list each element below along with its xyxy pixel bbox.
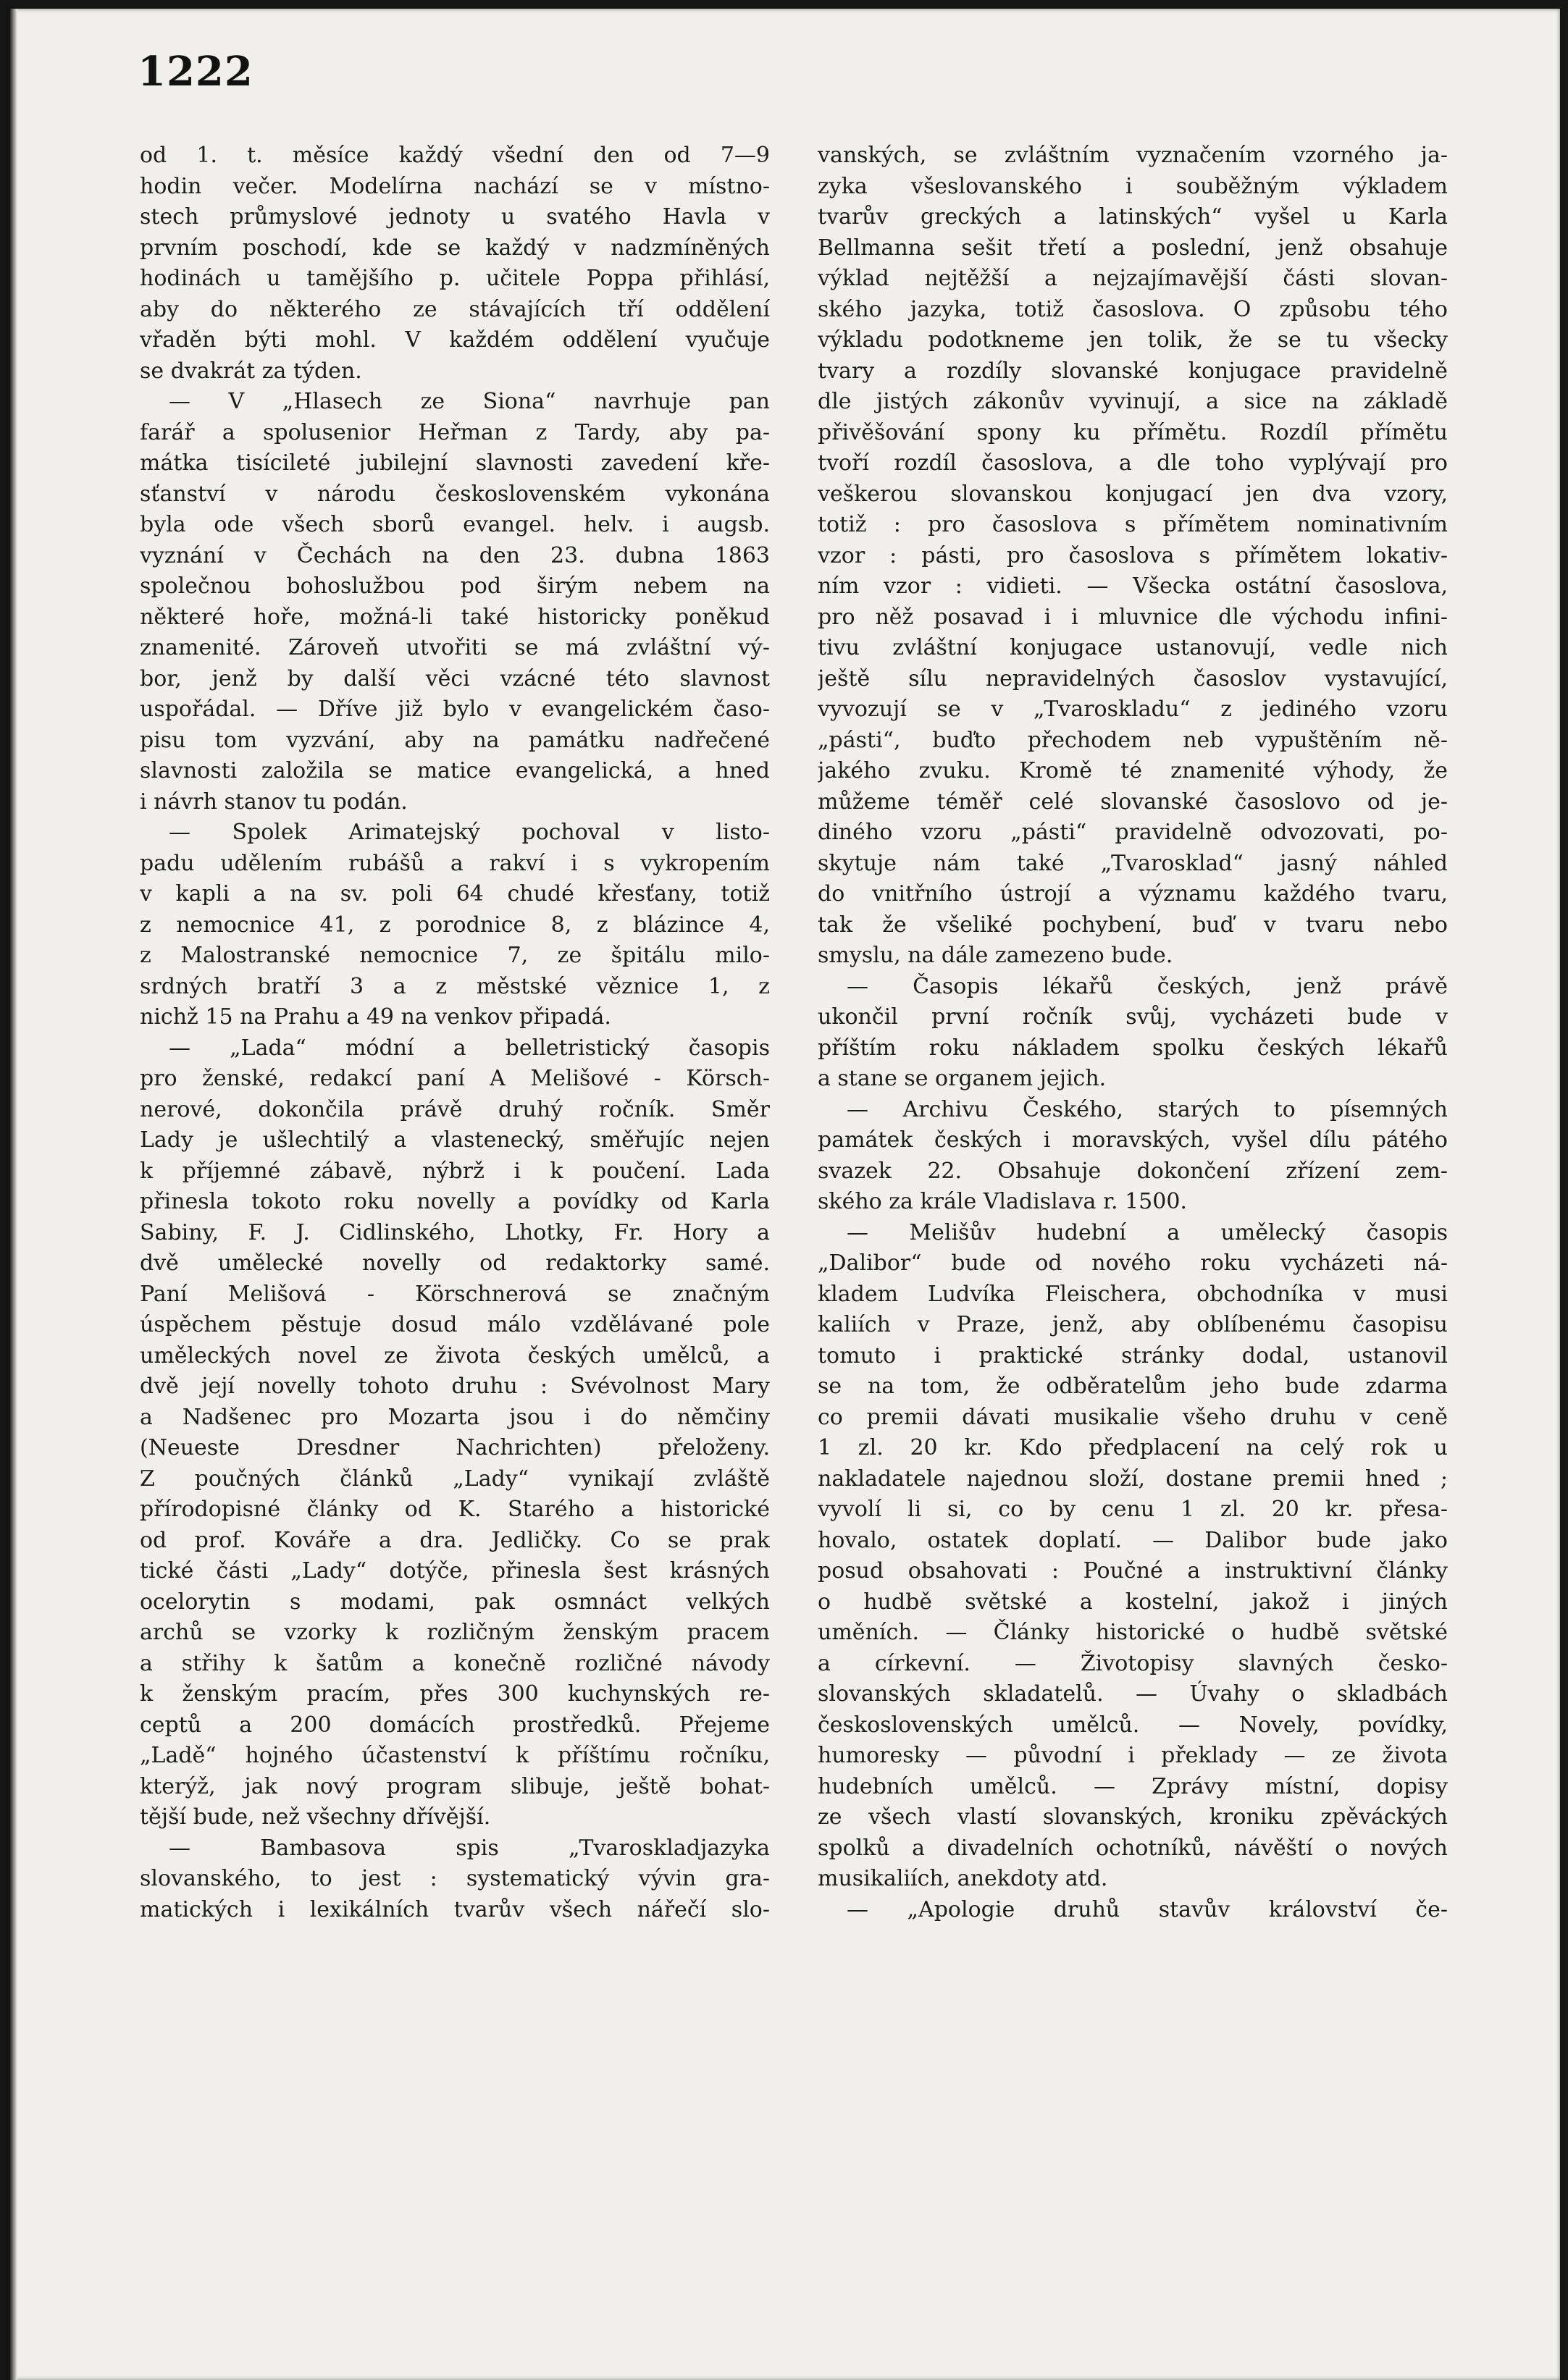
left-column-line: mátka tisícileté jubilejní slavnosti zavedení kře- xyxy=(140,450,770,476)
right-column-line: zyka všeslovanského i souběžným výkladem xyxy=(818,173,1448,199)
left-column-line: a střihy k šatům a konečně rozličné návody xyxy=(140,1650,770,1676)
right-column-line: a stane se organem jejich. xyxy=(818,1066,1107,1091)
left-column-line: k příjemné zábavě, nýbrž i k poučení. Lada xyxy=(140,1158,770,1184)
right-column-line: spolků a divadelních ochotníků, návěští o nových xyxy=(818,1835,1448,1861)
left-column-line: ceptů a 200 domácích prostředků. Přejeme xyxy=(140,1712,770,1738)
right-column-line: co premii dávati musikalie všeho druhu v ceně xyxy=(818,1404,1448,1430)
left-column-line: — Bambasova spis „Tvaroskladjazyka xyxy=(169,1835,770,1861)
left-column-line: pro ženské, redakcí paní A Melišové - Körsch- xyxy=(140,1066,770,1091)
right-text-column xyxy=(818,140,1448,1925)
left-column-line: — V „Hlasech ze Siona“ navrhuje pan xyxy=(169,389,770,414)
right-column-line: 1 zl. 20 kr. Kdo předplacení na celý rok u xyxy=(818,1435,1448,1460)
right-column-line: výkladu podotkneme jen tolik, že se tu všecky xyxy=(818,327,1448,353)
right-column-line: tivu zvláštní konjugace ustanovují, vedle nich xyxy=(818,635,1448,660)
left-column-line: vřaděn býti mohl. V každém oddělení vyučuje xyxy=(140,327,770,353)
right-column-line: slovanských skladatelů. — Úvahy o skladbách xyxy=(818,1681,1448,1707)
left-column-line: nerové, dokončila právě druhý ročník. Směr xyxy=(140,1096,770,1122)
right-column-line: tvary a rozdíly slovanské konjugace pravidelně xyxy=(818,358,1448,384)
right-column-line: do vnitřního ústrojí a významu každého tvaru, xyxy=(818,881,1448,907)
right-column-line: svazek 22. Obsahuje dokončení zřízení zem- xyxy=(818,1158,1448,1184)
right-column-line: Bellmanna sešit třetí a poslední, jenž obsahuje xyxy=(818,235,1448,261)
left-column-line: z nemocnice 41, z porodnice 8, z blázince 4, xyxy=(140,912,770,938)
left-column-line: byla ode všech sborů evangel. helv. i augsb. xyxy=(140,512,770,537)
left-column-line: (Neueste Dresdner Nachrichten) přeloženy. xyxy=(140,1435,770,1460)
right-column-line: ze všech vlastí slovanských, kroniku zpěváckých xyxy=(818,1804,1448,1830)
right-column-line: dle jistých zákonův vyvinují, a sice na základě xyxy=(818,389,1448,414)
right-column-line: pro něž posavad i i mluvnice dle východu infini- xyxy=(818,604,1448,630)
left-column-line: — „Lada“ módní a belletristický časopis xyxy=(169,1035,770,1061)
right-column-line: kladem Ludvíka Fleischera, obchodníka v musi xyxy=(818,1281,1448,1307)
right-column-line: československých umělců. — Novely, povídky, xyxy=(818,1712,1448,1738)
right-column-line: se na tom, že odběratelům jeho bude zdarma xyxy=(818,1374,1448,1399)
left-column-line: tické části „Lady“ dotýče, přinesla šest krásných xyxy=(140,1558,770,1584)
left-column-line: dvě její novelly tohoto druhu : Svévolnost Mary xyxy=(140,1374,770,1399)
left-column-line: hodin večer. Modelírna nachází se v místno- xyxy=(140,173,770,199)
left-column-line: od prof. Kováře a dra. Jedličky. Co se prak xyxy=(140,1527,770,1553)
right-column-line: — Archivu Českého, starých to písemných xyxy=(847,1096,1448,1122)
left-column-line: kterýž, jak nový program slibuje, ještě bohat- xyxy=(140,1773,770,1799)
left-column-line: „Ladě“ hojného účastenství k příštímu ročníku, xyxy=(140,1743,770,1768)
right-column-line: vanských, se zvláštním vyznačením vzorného ja- xyxy=(818,143,1448,168)
right-column-line: ukončil první ročník svůj, vycházeti bude v xyxy=(818,1004,1448,1030)
right-column-line: tak že všeliké pochybení, buď v tvaru nebo xyxy=(818,912,1448,938)
left-column-line: prvním poschodí, kde se každý v nadzmíněných xyxy=(140,235,770,261)
left-column-line: matických i lexikálních tvarův všech nářečí slo- xyxy=(140,1896,770,1922)
left-column-line: hodinách u tamějšího p. učitele Poppa přihlásí, xyxy=(140,266,770,291)
right-column-line: o hudbě světské a kostelní, jakož i jiných xyxy=(818,1589,1448,1615)
right-column-line: hovalo, ostatek doplatí. — Dalibor bude jako xyxy=(818,1527,1448,1553)
left-column-line: a Nadšenec pro Mozarta jsou i do němčiny xyxy=(140,1404,770,1430)
right-column-line: vzor : pásti, pro časoslova s přímětem lokativ- xyxy=(818,542,1448,568)
right-column-line: nakladatele najednou složí, dostane premii hned ; xyxy=(818,1466,1448,1492)
left-column-line: ocelorytin s modami, pak osmnáct velkých xyxy=(140,1589,770,1615)
left-column-line: Paní Melišová - Körschnerová se značným xyxy=(140,1281,770,1307)
right-column-line: humoresky — původní i překlady — ze života xyxy=(818,1743,1448,1768)
right-column-line: příštím roku nákladem spolku českých lékařů xyxy=(818,1035,1448,1061)
scan-edge xyxy=(10,9,17,2380)
right-column-line: výklad nejtěžší a nejzajímavější části slovan- xyxy=(818,266,1448,291)
left-column-line: některé hoře, možná-li také historicky poněkud xyxy=(140,604,770,630)
left-column-line: archů se vzorky k rozličným ženským pracem xyxy=(140,1620,770,1645)
right-column-line: posud obsahovati : Poučné a instruktivní články xyxy=(818,1558,1448,1584)
right-column-line: ním vzor : vidieti. — Všecka ostátní časoslova, xyxy=(818,573,1448,599)
right-column-line: smyslu, na dále zamezeno bude. xyxy=(818,943,1173,968)
left-column-line: Z poučných článků „Lady“ vynikají zvláště xyxy=(140,1466,770,1492)
left-column-line: z Malostranské nemocnice 7, ze špitálu milo- xyxy=(140,943,770,968)
right-column-line: totiž : pro časoslova s přímětem nominativním xyxy=(818,512,1448,537)
right-column-line: tvarův greckých a latinských“ vyšel u Karla xyxy=(818,204,1448,230)
right-column-line: a církevní. — Životopisy slavných česko- xyxy=(818,1650,1448,1676)
left-column-line: pisu tom vyzvání, aby na památku nadřečené xyxy=(140,727,770,753)
left-column-line: se dvakrát za týden. xyxy=(140,358,362,384)
right-column-line: přivěšování spony ku přímětu. Rozdíl přímětu xyxy=(818,419,1448,445)
right-column-line: veškerou slovanskou konjugací jen dva vzory, xyxy=(818,481,1448,507)
page-number: 1222 xyxy=(138,48,253,96)
left-column-line: stech průmyslové jednoty u svatého Havla v xyxy=(140,204,770,230)
left-column-line: bor, jenž by další věci vzácné této slavnost xyxy=(140,665,770,691)
left-column-line: přinesla tokoto roku novelly a povídky od Karla xyxy=(140,1189,770,1214)
left-column-line: i návrh stanov tu podán. xyxy=(140,789,408,815)
left-column-line: znamenité. Zároveň utvořiti se má zvláštní vý- xyxy=(140,635,770,660)
right-column-line: ského jazyka, totiž časoslova. O způsobu tého xyxy=(818,296,1448,322)
left-column-line: slavnosti založila se matice evangelická, a hned xyxy=(140,758,770,783)
right-column-line: hudebních umělců. — Zprávy místní, dopisy xyxy=(818,1773,1448,1799)
left-column-line: přírodopisné články od K. Starého a historické xyxy=(140,1497,770,1522)
right-column-line: musikaliích, anekdoty atd. xyxy=(818,1866,1108,1891)
right-column-line: vyvozují se v „Tvaroskladu“ z jediného vzoru xyxy=(818,697,1448,722)
left-column-line: Sabiny, F. J. Cidlinského, Lhotky, Fr. Hory a xyxy=(140,1219,770,1245)
left-column-line: úspěchem pěstuje dosud málo vzdělávané pole xyxy=(140,1312,770,1337)
left-column-line: uspořádal. — Dříve již bylo v evangelickém časo- xyxy=(140,697,770,722)
left-column-line: slovanského, to jest : systematický vývin gra- xyxy=(140,1866,770,1891)
left-column-line: sťanství v národu československém vykonána xyxy=(140,481,770,507)
right-column-line: uměních. — Články historické o hudbě světské xyxy=(818,1620,1448,1645)
right-column-line: „pásti“, buďto přechodem neb vypuštěním ně- xyxy=(818,727,1448,753)
right-column-line: tvoří rozdíl časoslova, a dle toho vyplývají pro xyxy=(818,450,1448,476)
right-column-line: památek českých i moravských, vyšel dílu pátého xyxy=(818,1127,1448,1153)
right-column-line: — Časopis lékařů českých, jenž právě xyxy=(847,973,1448,999)
left-text-column xyxy=(140,140,770,1925)
left-column-line: — Spolek Arimatejský pochoval v listo- xyxy=(169,820,770,845)
right-column-line: skytuje nám také „Tvarosklad“ jasný náhled xyxy=(818,850,1448,876)
left-column-line: farář a spolusenior Heřman z Tardy, aby pa- xyxy=(140,419,770,445)
left-column-line: nichž 15 na Prahu a 49 na venkov připadá. xyxy=(140,1004,611,1030)
right-column-line: diného vzoru „pásti“ pravidelně odvozovati, po- xyxy=(818,820,1448,845)
right-column-line: — „Apologie druhů stavův království če- xyxy=(847,1896,1448,1922)
right-column-line: kaliích v Praze, jenž, aby oblíbenému časopisu xyxy=(818,1312,1448,1337)
left-column-line: tější bude, než všechny dřívější. xyxy=(140,1804,491,1830)
right-column-line: jakého zvuku. Kromě té znamenité výhody, že xyxy=(818,758,1448,783)
right-column-line: „Dalibor“ bude od nového roku vycházeti ná- xyxy=(818,1250,1448,1276)
left-column-line: Lady je ušlechtilý a vlastenecký, směřujíc nejen xyxy=(140,1127,770,1153)
left-column-line: společnou bohoslužbou pod širým nebem na xyxy=(140,573,770,599)
right-column-line: vyvolí li si, co by cenu 1 zl. 20 kr. přesa- xyxy=(818,1497,1448,1522)
right-column-line: ještě sílu nepravidelných časoslov vystavující, xyxy=(818,665,1448,691)
right-column-line: — Melišův hudební a umělecký časopis xyxy=(847,1219,1448,1245)
right-column-line: tomuto i praktické stránky dodal, ustanovil xyxy=(818,1342,1448,1368)
left-column-line: aby do některého ze stávajících tří oddělení xyxy=(140,296,770,322)
left-column-line: vyznání v Čechách na den 23. dubna 1863 xyxy=(140,542,770,568)
left-column-line: v kapli a na sv. poli 64 chudé křesťany, totiž xyxy=(140,881,770,907)
left-column-line: k ženským pracím, přes 300 kuchynských re- xyxy=(140,1681,770,1707)
left-column-line: padu udělením rubášů a rakví i s vykropením xyxy=(140,850,770,876)
right-column-line: můžeme téměř celé slovanské časoslovo od je- xyxy=(818,789,1448,815)
right-column-line: ského za krále Vladislava r. 1500. xyxy=(818,1189,1187,1214)
left-column-line: srdných bratří 3 a z městské věznice 1, z xyxy=(140,973,770,999)
left-column-line: od 1. t. měsíce každý všední den od 7—9 xyxy=(140,143,770,168)
left-column-line: uměleckých novel ze života českých umělců, a xyxy=(140,1342,770,1368)
left-column-line: dvě umělecké novelly od redaktorky samé. xyxy=(140,1250,770,1276)
